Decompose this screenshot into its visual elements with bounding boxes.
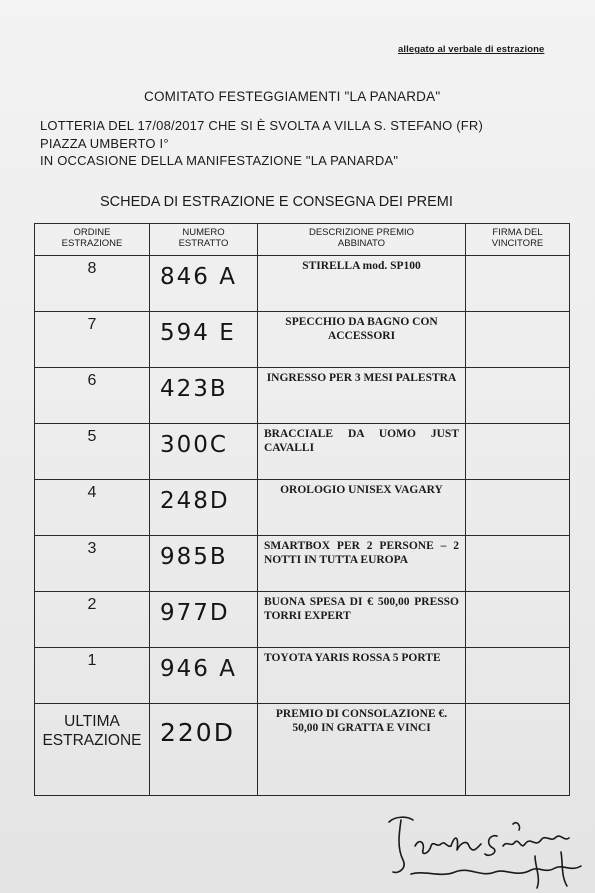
- ticket-number-cell: 985B: [150, 536, 258, 592]
- column-header-number: [150, 224, 258, 256]
- ticket-number-cell: 977D: [150, 592, 258, 648]
- order-cell: 1: [35, 648, 150, 704]
- lottery-line-3: IN OCCASIONE DELLA MANIFESTAZIONE "LA PANARDA": [40, 153, 399, 168]
- winner-signature-cell: [466, 536, 570, 592]
- order-last-line-2: ESTRAZIONE: [42, 732, 142, 749]
- handwritten-signature: [385, 812, 595, 892]
- table-row: [35, 536, 570, 592]
- winner-signature-cell: [466, 704, 570, 796]
- table-row: [35, 368, 570, 424]
- ticket-number-cell: 220D: [150, 704, 258, 796]
- prize-description-cell: TOYOTA YARIS ROSSA 5 PORTE: [258, 648, 466, 704]
- order-cell: 5: [35, 424, 150, 480]
- winner-signature-cell: [466, 312, 570, 368]
- lottery-line-2: PIAZZA UMBERTO I°: [40, 136, 169, 151]
- winner-signature-cell: [466, 592, 570, 648]
- column-header-description: [258, 224, 466, 256]
- order-cell: 3: [35, 536, 150, 592]
- column-header-order: [35, 224, 150, 256]
- order-cell: 6: [35, 368, 150, 424]
- prize-description-cell: BRACCIALE DA UOMO JUST CAVALLI: [258, 424, 466, 480]
- table-row: [35, 312, 570, 368]
- annex-note: allegato al verbale di estrazione: [398, 44, 545, 55]
- table-row: [35, 648, 570, 704]
- lottery-line-1: LOTTERIA DEL 17/08/2017 CHE SI È SVOLTA A VILLA S. STEFANO (FR): [40, 118, 483, 133]
- winner-signature-cell: [466, 424, 570, 480]
- ticket-number-cell: 423B: [150, 368, 258, 424]
- prize-description-cell: SMARTBOX PER 2 PERSONE – 2 NOTTI IN TUTTA EUROPA: [258, 536, 466, 592]
- column-header-order-l1: ORDINE: [73, 227, 111, 238]
- order-cell: 4: [35, 480, 150, 536]
- table-header-row: [35, 224, 570, 256]
- order-cell: 8: [35, 256, 150, 312]
- committee-title: COMITATO FESTEGGIAMENTI "LA PANARDA": [144, 89, 441, 104]
- winner-signature-cell: [466, 368, 570, 424]
- order-cell: 2: [35, 592, 150, 648]
- prize-description-cell: OROLOGIO UNISEX VAGARY: [258, 480, 466, 536]
- winner-signature-cell: [466, 480, 570, 536]
- prize-description-cell: SPECCHIO DA BAGNO CON ACCESSORI: [258, 312, 466, 368]
- table-row: [35, 480, 570, 536]
- ticket-number-cell: 846 A: [150, 256, 258, 312]
- ticket-number-cell: 946 A: [150, 648, 258, 704]
- prize-description-cell: STIRELLA mod. SP100: [258, 256, 466, 312]
- table-row-last-draw: [35, 704, 570, 796]
- column-header-signature-l1: FIRMA DEL: [492, 227, 543, 238]
- table-row: [35, 256, 570, 312]
- prize-description-cell: INGRESSO PER 3 MESI PALESTRA: [258, 368, 466, 424]
- prize-table: [34, 223, 570, 796]
- order-cell: 7: [35, 312, 150, 368]
- prize-description-cell: BUONA SPESA DI € 500,00 PRESSO TORRI EXPERT: [258, 592, 466, 648]
- form-subtitle: SCHEDA DI ESTRAZIONE E CONSEGNA DEI PREMI: [100, 194, 453, 210]
- order-cell-last: [35, 704, 150, 796]
- table-row: [35, 424, 570, 480]
- winner-signature-cell: [466, 256, 570, 312]
- ticket-number-cell: 248D: [150, 480, 258, 536]
- column-header-order-l2: ESTRAZIONE: [61, 238, 123, 249]
- column-header-signature-l2: VINCITORE: [491, 238, 544, 249]
- column-header-number-l2: ESTRATTO: [178, 238, 229, 249]
- table-row: [35, 592, 570, 648]
- column-header-description-l1: DESCRIZIONE PREMIO: [308, 227, 415, 238]
- ticket-number-cell: 300C: [150, 424, 258, 480]
- column-header-description-l2: ABBINATO: [337, 238, 386, 249]
- column-header-number-l1: NUMERO: [182, 227, 225, 238]
- column-header-signature: [466, 224, 570, 256]
- order-last-line-1: ULTIMA: [64, 713, 120, 730]
- winner-signature-cell: [466, 648, 570, 704]
- ticket-number-cell: 594 E: [150, 312, 258, 368]
- prize-description-cell: PREMIO DI CONSOLAZIONE €. 50,00 IN GRATTA E VINCI: [258, 704, 466, 796]
